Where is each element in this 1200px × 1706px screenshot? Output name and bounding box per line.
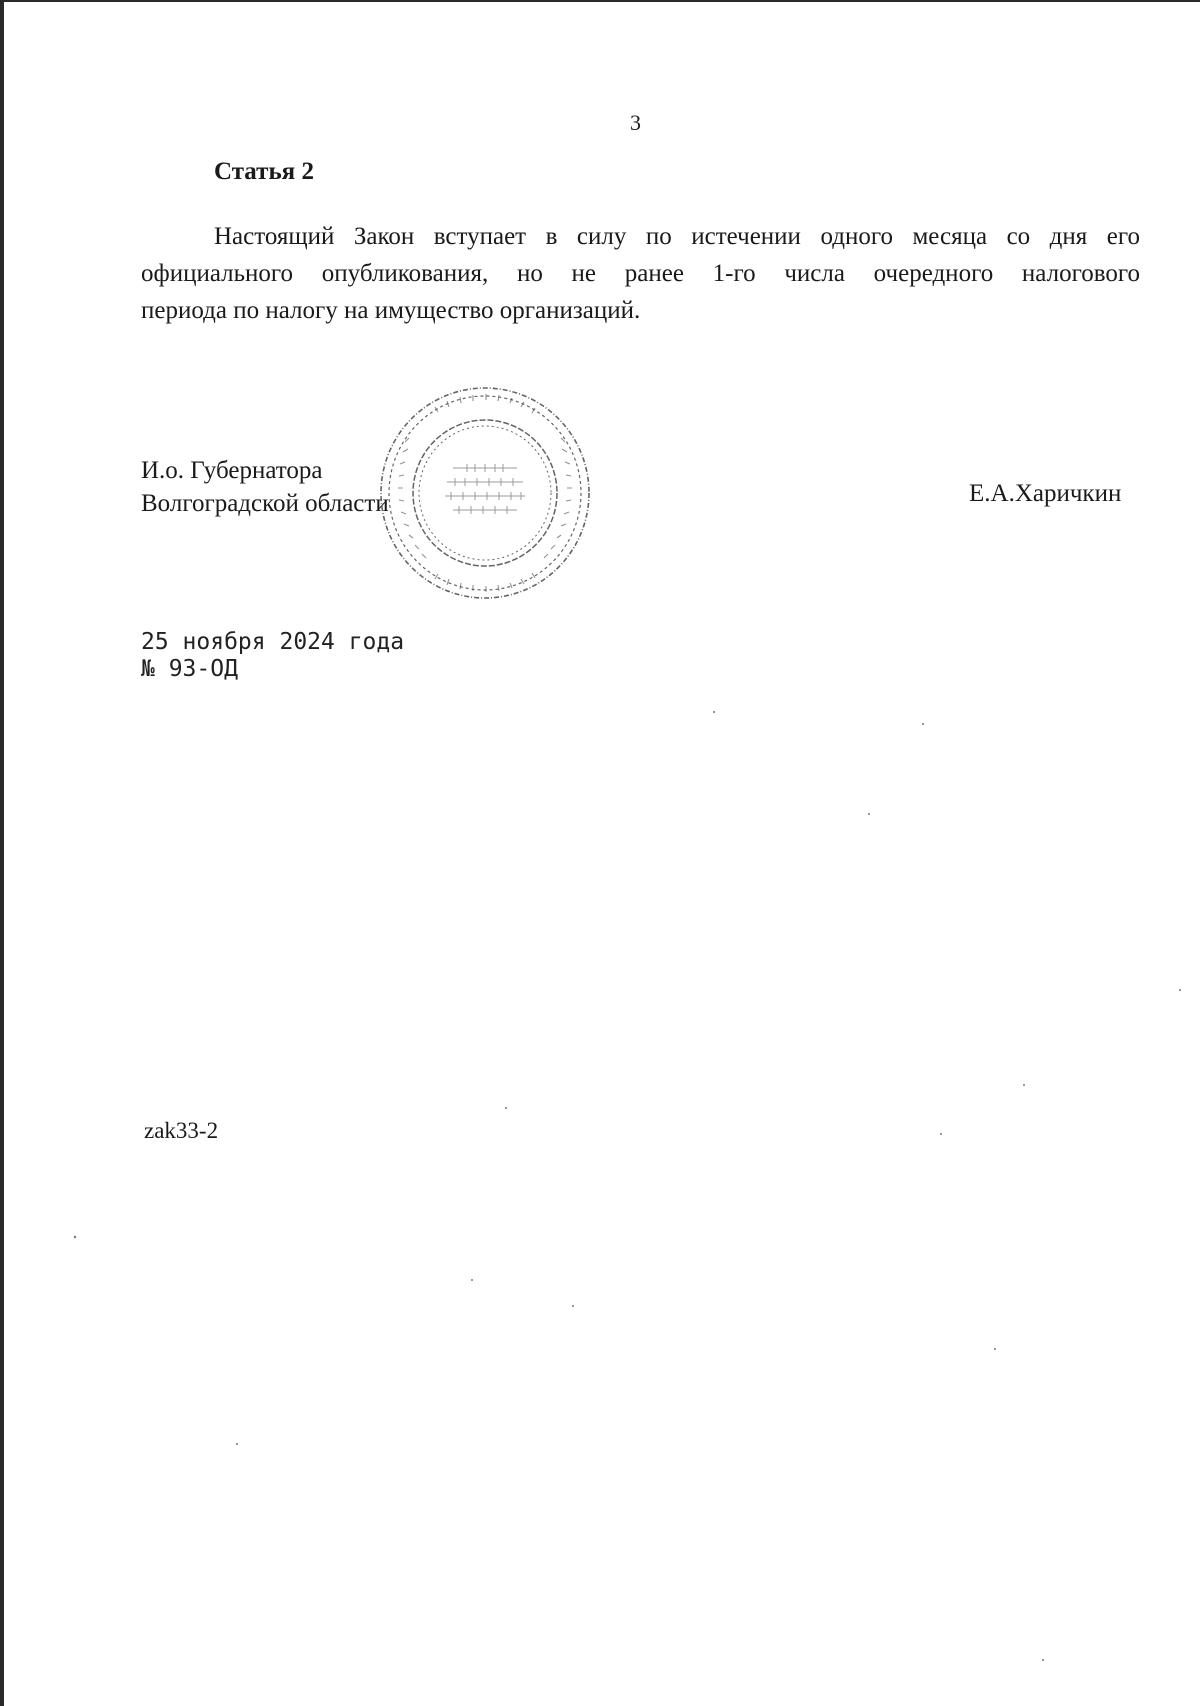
signer-name: Е.А.Харичкин [969,480,1122,507]
adoption-date: 25 ноября 2024 года [141,629,405,655]
paragraph-line: Настоящий Закон вступает в силу по истечении одного месяца со дня его [214,223,1140,250]
paragraph-line: официального опубликования, но не ранее 1-го числа очередного налогового [141,260,1140,287]
law-number: № 93-ОД [141,656,238,682]
signer-position-line: Волгоградской области [141,490,389,517]
page-number: 3 [630,110,641,135]
paragraph-line: периода по налогу на имущество организаций. [141,297,641,324]
article-title: Статья 2 [214,158,314,185]
document-code: zak33-2 [144,1118,219,1143]
signer-position-line: И.о. Губернатора [141,457,323,484]
